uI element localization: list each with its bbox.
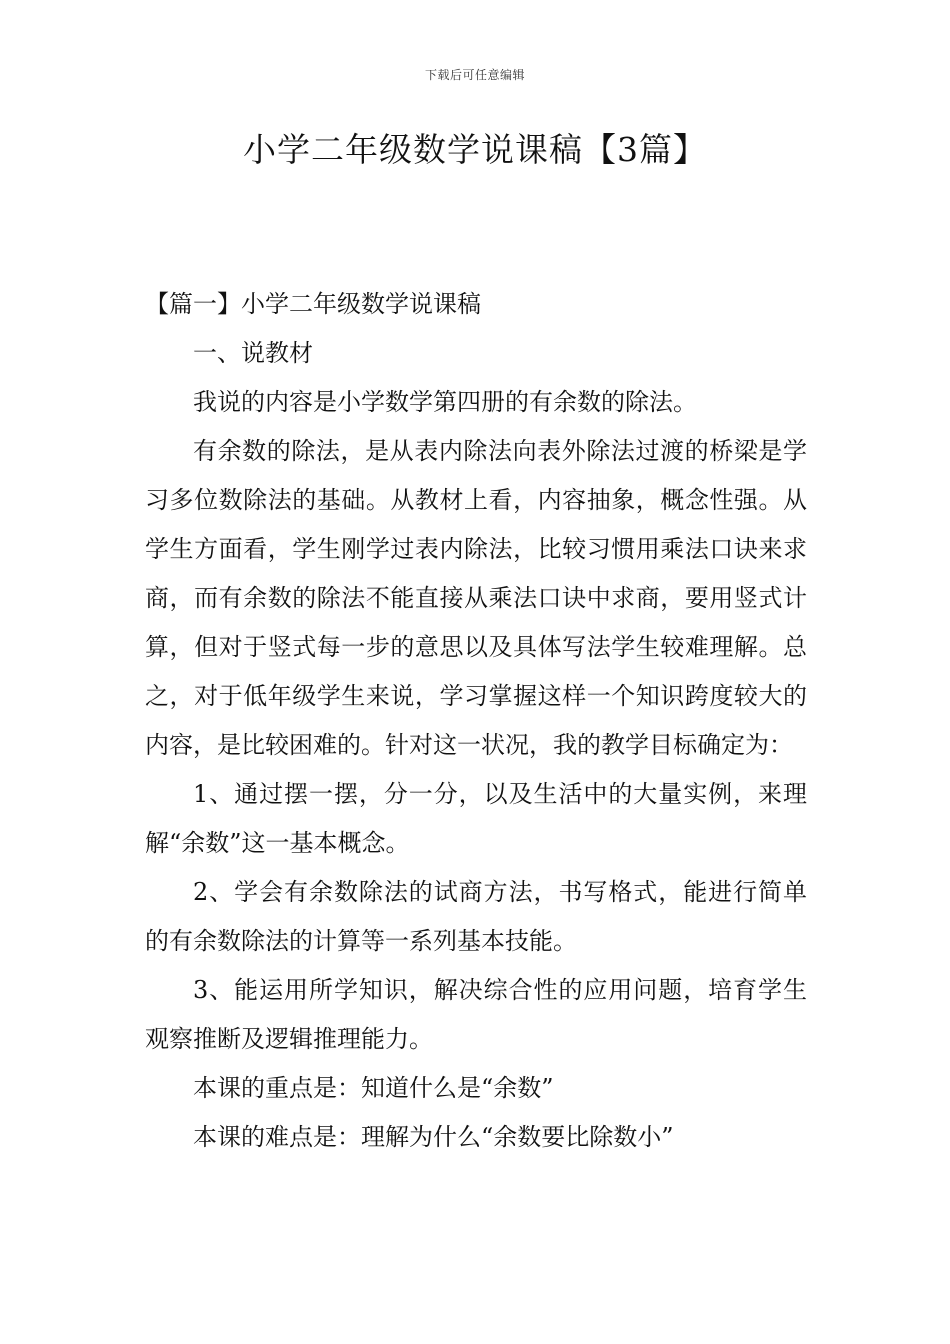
paragraph: 有余数的除法，是从表内除法向表外除法过渡的桥梁是学习多位数除法的基础。从教材上看，内容抽象，概念性强。从学生方面看，学生刚学过表内除法，比较习惯用乘法口诀来求商，而有余数的除法不能直接从乘法口诀中求商，要用竖式计算，但对于竖式每一步的意思以及具体写法学生较难理解。总之，对于低年级学生来说，学习掌握这样一个知识跨度较大的内容，是比较困难的。针对这一状况，我的教学目标确定为： bbox=[145, 437, 807, 759]
paragraph: 我说的内容是小学数学第四册的有余数的除法。 bbox=[193, 388, 697, 416]
paragraph: 本课的难点是：理解为什么“余数要比除数小” bbox=[193, 1123, 674, 1151]
paragraph: 本课的重点是：知道什么是“余数” bbox=[193, 1074, 554, 1102]
document-title: 小学二年级数学说课稿【3篇】 bbox=[243, 130, 707, 169]
paragraph: 1、通过摆一摆，分一分，以及生活中的大量实例，来理解“余数”这一基本概念。 bbox=[145, 780, 807, 857]
paragraph: 3、能运用所学知识，解决综合性的应用问题，培育学生观察推断及逻辑推理能力。 bbox=[145, 976, 807, 1053]
paragraph: 一、说教材 bbox=[193, 339, 313, 367]
header-note: 下载后可任意编辑 bbox=[424, 68, 525, 82]
paragraph: 2、学会有余数除法的试商方法，书写格式，能进行简单的有余数除法的计算等一系列基本技能。 bbox=[145, 878, 807, 955]
document-body bbox=[145, 280, 807, 1162]
section-heading: 【篇一】小学二年级数学说课稿 bbox=[145, 290, 481, 318]
